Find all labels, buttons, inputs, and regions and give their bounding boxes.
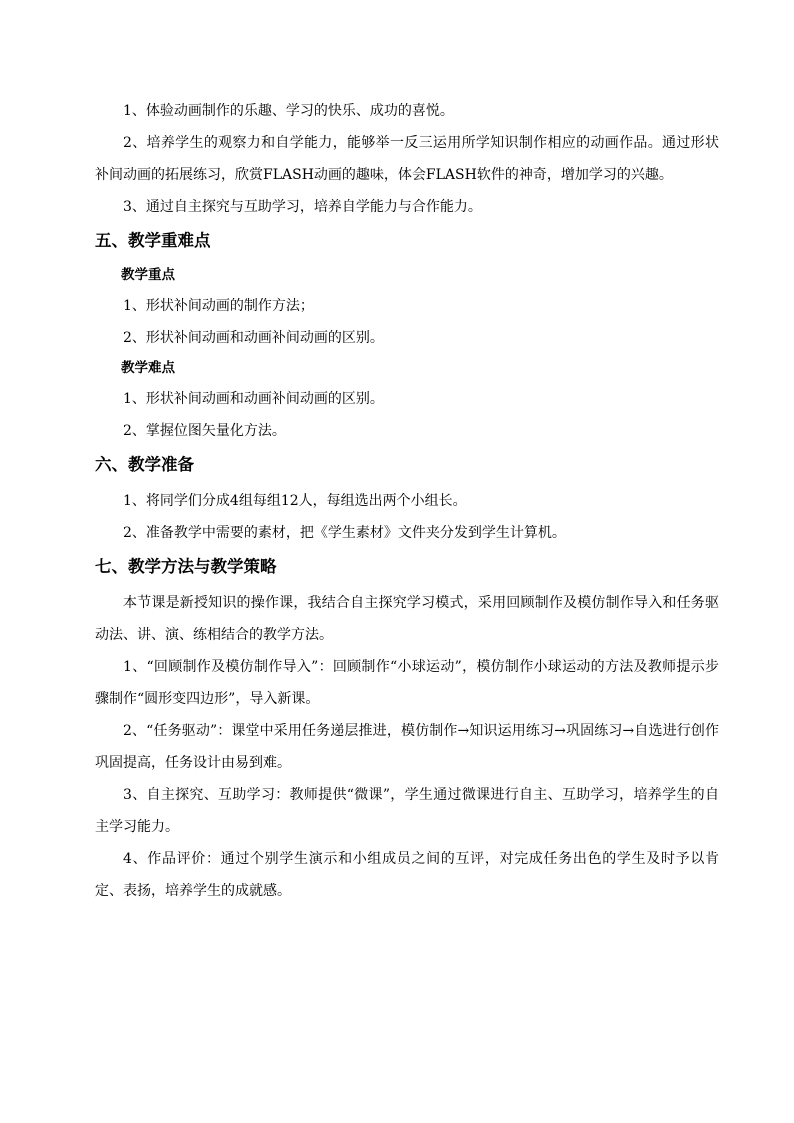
key-points-label: 教学重点 xyxy=(121,267,175,283)
section-heading-preparation: 六、教学准备 xyxy=(95,455,194,474)
difficult-point-item: 1、形状补间动画和动画补间动画的区别。 xyxy=(123,391,384,407)
document-body xyxy=(95,95,719,907)
section-heading-key-points: 五、教学重难点 xyxy=(95,231,211,250)
key-point-item: 2、形状补间动画和动画补间动画的区别。 xyxy=(123,330,384,346)
methods-intro: 本节课是新授知识的操作课，我结合自主探究学习模式，采用回顾制作及模仿制作导入和任务驱动法、讲、演、练相结合的教学方法。 xyxy=(95,595,719,643)
method-item: 4、作品评价：通过个别学生演示和小组成员之间的互评，对完成任务出色的学生及时予以肯定、表扬，培养学生的成就感。 xyxy=(95,851,719,899)
method-item: 3、自主探究、互助学习：教师提供“微课”，学生通过微课进行自主、互助学习，培养学生的自主学习能力。 xyxy=(95,787,719,835)
difficult-point-item: 2、掌握位图矢量化方法。 xyxy=(123,423,286,439)
section-heading-methods: 七、教学方法与教学策略 xyxy=(95,557,277,576)
difficult-points-label: 教学难点 xyxy=(121,360,175,376)
goal-item: 3、通过自主探究与互助学习，培养自学能力与合作能力。 xyxy=(123,199,482,215)
goal-item: 2、培养学生的观察力和自学能力，能够举一反三运用所学知识制作相应的动画作品。通过形状补间动画的拓展练习，欣赏FLASH动画的趣味，体会FLASH软件的神奇，增加学习的兴趣。 xyxy=(95,135,719,183)
method-item: 1、“回顾制作及模仿制作导入”：回顾制作“小球运动”，模仿制作小球运动的方法及教师提示步骤制作“圆形变四边形”，导入新课。 xyxy=(95,659,719,707)
method-item: 2、“任务驱动”：课堂中采用任务递层推进，模仿制作→知识运用练习→巩固练习→自选进行创作巩固提高，任务设计由易到难。 xyxy=(95,723,719,771)
preparation-item: 2、准备教学中需要的素材，把《学生素材》文件夹分发到学生计算机。 xyxy=(123,525,566,541)
goal-item: 1、体验动画制作的乐趣、学习的快乐、成功的喜悦。 xyxy=(123,103,454,119)
preparation-item: 1、将同学们分成4组每组12人，每组选出两个小组长。 xyxy=(123,493,467,509)
key-point-item: 1、形状补间动画的制作方法； xyxy=(123,298,314,314)
